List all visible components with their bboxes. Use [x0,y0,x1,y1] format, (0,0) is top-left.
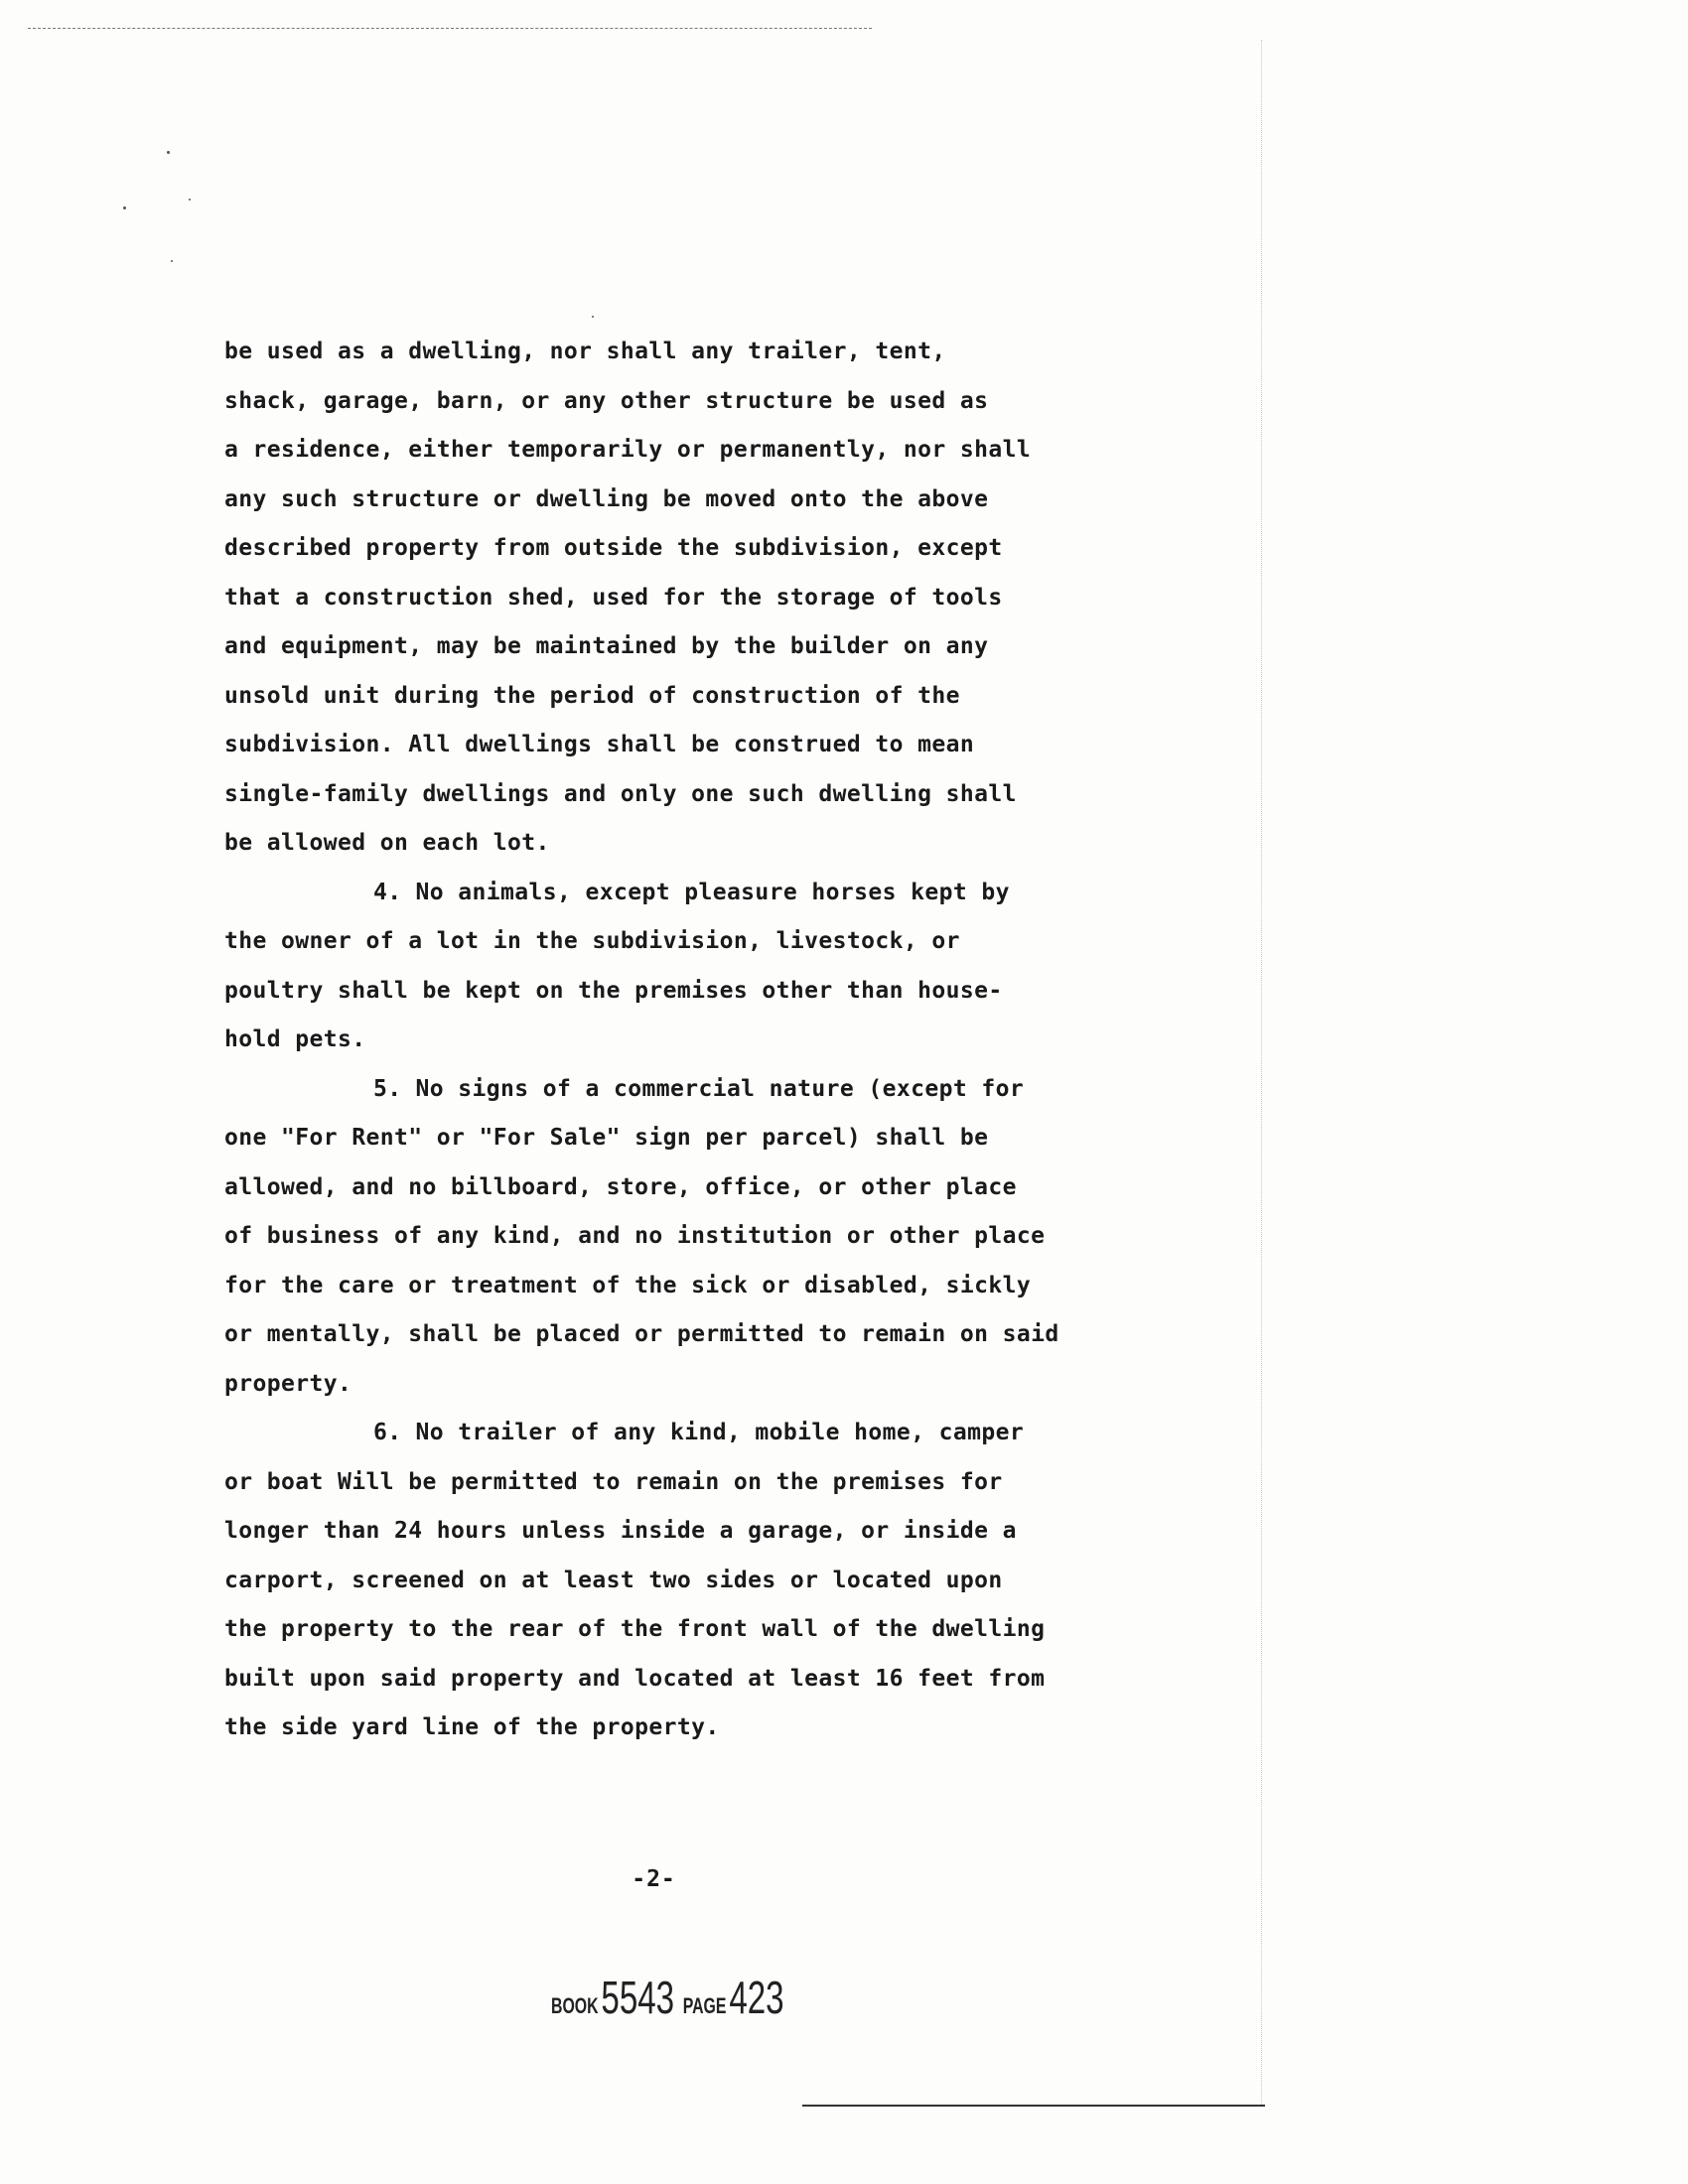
text-line: allowed, and no billboard, store, office, or other place [224,1173,1017,1200]
text-line: or mentally, shall be placed or permitted to remain on said [224,1321,1059,1347]
text-line: and equipment, may be maintained by the builder on any [224,633,989,659]
scan-speck [167,151,170,154]
text-line: or boat Will be permitted to remain on the premises for [224,1468,1003,1495]
scan-speck [123,206,126,209]
text-line: described property from outside the subdivision, except [224,535,1003,561]
paragraph-5-first-line [224,1065,1118,1115]
text-line: subdivision. All dwellings shall be construed to mean [224,732,975,757]
paragraph-text: No trailer of any kind, mobile home, camper [415,1420,1025,1445]
book-page-stamp [551,1971,792,2024]
text-line: poultry shall be kept on the premises other than house- [224,977,1003,1004]
text-line: that a construction shed, used for the storage of tools [224,584,1003,611]
text-line: built upon said property and located at least 16 feet from [224,1665,1046,1692]
paragraph-6-first-line [224,1409,1118,1458]
text-line: any such structure or dwelling be moved onto the above [224,485,989,512]
text-line: the side yard line of the property. [224,1714,720,1740]
text-line: be allowed on each lot. [224,830,550,856]
text-line: a residence, either temporarily or permanently, nor shall [224,437,1032,463]
text-line: hold pets. [224,1026,366,1052]
text-line: single-family dwellings and only one such dwelling shall [224,780,1017,807]
paragraph-4-first-line [224,869,1118,918]
text-line: the property to the rear of the front wall of the dwelling [224,1616,1046,1642]
scan-speck [592,316,594,318]
document-body [224,328,1118,1753]
bottom-rule [802,2105,1265,2107]
stamp-book-number: 5543 [601,1972,675,2023]
text-line: property. [224,1370,352,1397]
text-line: unsold unit during the period of construction of the [224,682,960,709]
stamp-book-label: BOOK [551,1993,599,2018]
scan-speck [171,260,173,262]
stamp-page-label: PAGE [682,1993,727,2018]
paragraph-number: 4. [373,879,402,905]
scan-artifact-right-edge [1261,40,1262,2105]
text-line: shack, garage, barn, or any other structure be used as [224,387,989,414]
scan-artifact-top-line [28,28,872,29]
paragraph-number: 6. [373,1420,402,1445]
scan-speck [189,199,191,201]
text-line: carport, screened on at least two sides or located upon [224,1567,1003,1593]
text-line: longer than 24 hours unless inside a garage, or inside a [224,1518,1017,1544]
paragraph-text: No animals, except pleasure horses kept by [415,879,1010,905]
paragraph-text: No signs of a commercial nature (except for [415,1075,1025,1102]
text-line: for the care or treatment of the sick or disabled, sickly [224,1272,1032,1298]
text-line: one "For Rent" or "For Sale" sign per parcel) shall be [224,1125,989,1151]
page-number: -2- [632,1866,676,1892]
stamp-page-number: 423 [729,1972,784,2023]
text-line: the owner of a lot in the subdivision, livestock, or [224,928,960,954]
text-line: of business of any kind, and no institution or other place [224,1223,1046,1249]
text-line: be used as a dwelling, nor shall any trailer, tent, [224,339,946,364]
paragraph-number: 5. [373,1075,402,1102]
